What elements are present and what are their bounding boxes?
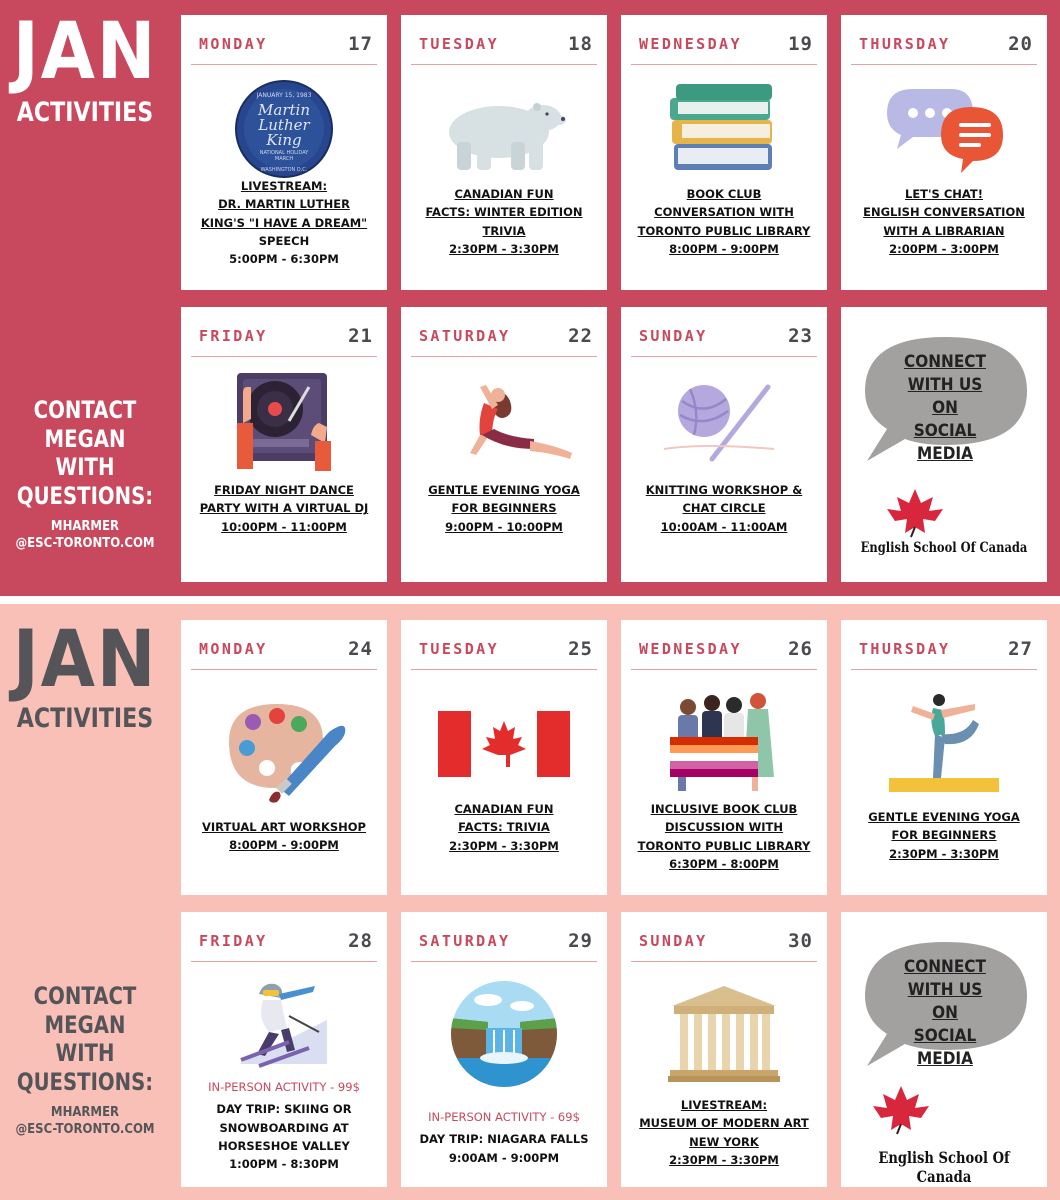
canada-flag-icon [401, 704, 607, 784]
day-label: WEDNESDAY [639, 35, 742, 53]
event-details [847, 185, 1041, 258]
mlk-button-icon [181, 71, 387, 187]
event-title-line: FOR BEGINNERS [891, 828, 997, 843]
date-number: 21 [348, 325, 373, 347]
contact-email[interactable] [9, 1104, 162, 1138]
date-number: 23 [788, 325, 813, 347]
in-person-badge: IN-PERSON ACTIVITY - 99$ [208, 1080, 360, 1094]
event-time: 5:00PM - 6:30PM [229, 252, 339, 267]
event-details [407, 185, 601, 258]
event-title-line: TORONTO PUBLIC LIBRARY [637, 838, 811, 853]
skier-icon [181, 972, 387, 1072]
contact-line: QUESTIONS: [16, 481, 154, 510]
event-title-line: MUSEUM OF MODERN ART [639, 1116, 809, 1131]
social-media-card[interactable] [841, 307, 1047, 582]
event-time: 8:00PM - 9:00PM [229, 838, 339, 853]
event-title-line: DR. MARTIN LUTHER [218, 197, 350, 212]
event-title-line: ENGLISH CONVERSATION [863, 205, 1025, 220]
event-title-line: DAY TRIP: NIAGARA FALLS [419, 1132, 589, 1147]
event-details [627, 185, 821, 258]
event-time: 2:30PM - 3:30PM [449, 838, 559, 853]
event-title-line: HORSESHOE VALLEY [218, 1138, 350, 1153]
event-title-line: KING'S "I HAVE A DREAM" [200, 215, 368, 230]
day-label: SATURDAY [419, 327, 511, 345]
social-callout [900, 956, 990, 1071]
badge-name-text: King [266, 131, 302, 149]
event-title-line: NEW YORK [689, 1134, 759, 1149]
book-stack-icon [621, 77, 827, 183]
event-title-line: FACTS: WINTER EDITION [425, 205, 583, 220]
email-user: MHARMER [50, 1105, 120, 1120]
event-title-line: GENTLE EVENING YOGA [868, 810, 1020, 824]
event-card-monday-17[interactable] [181, 15, 387, 290]
event-card-saturday-29[interactable] [401, 912, 607, 1187]
event-time: 2:30PM - 3:30PM [889, 846, 999, 861]
card-header [191, 928, 377, 962]
contact-line: MEGAN [44, 1010, 126, 1039]
month-title: JAN [12, 7, 158, 97]
event-card-saturday-22[interactable] [401, 307, 607, 582]
day-label: FRIDAY [199, 327, 268, 345]
event-title-line: GENTLE EVENING YOGA [428, 483, 580, 497]
social-callout-line: ON SOCIAL [913, 398, 977, 441]
event-card-thursday-20[interactable] [841, 15, 1047, 290]
email-domain: @ESC-TORONTO.COM [15, 1122, 155, 1137]
contact-line: QUESTIONS: [16, 1067, 154, 1096]
week1-section [0, 0, 1060, 596]
date-number: 29 [568, 930, 593, 952]
card-header [411, 928, 597, 962]
social-callout-line: CONNECT [904, 957, 986, 977]
card-header [851, 31, 1037, 65]
social-media-card[interactable] [841, 912, 1047, 1187]
event-time: 2:00PM - 3:00PM [889, 241, 999, 256]
event-title-line: PARTY WITH A VIRTUAL DJ [199, 501, 369, 516]
event-details [187, 177, 381, 268]
day-label: FRIDAY [199, 932, 268, 950]
contact-line: MEGAN [44, 424, 126, 453]
activities-subtitle: ACTIVITIES [16, 703, 154, 734]
event-title-line: TRIVIA [482, 223, 526, 238]
date-number: 27 [1008, 638, 1033, 660]
day-label: TUESDAY [419, 35, 500, 53]
group-with-flag-icon [621, 684, 827, 794]
event-time: 2:30PM - 3:30PM [449, 241, 559, 256]
event-time: 10:00AM - 11:00AM [660, 519, 788, 534]
chat-bubbles-icon [841, 77, 1047, 183]
card-header [631, 323, 817, 357]
date-number: 28 [348, 930, 373, 952]
event-card-wednesday-19[interactable] [621, 15, 827, 290]
social-callout-line: CONNECT [904, 352, 986, 372]
card-header [631, 928, 817, 962]
event-title-line: DAY TRIP: SKIING OR [216, 1102, 352, 1117]
badge-caption-text: WASHINGTON D.C. [260, 167, 308, 173]
event-title-line: LET'S CHAT! [905, 187, 983, 201]
in-person-badge: IN-PERSON ACTIVITY - 69$ [428, 1110, 580, 1124]
event-title-line: CHAT CIRCLE [682, 501, 766, 516]
card-header [191, 31, 377, 65]
event-time: 1:00PM - 8:30PM [229, 1157, 339, 1172]
event-card-wednesday-26[interactable] [621, 620, 827, 895]
maple-leaf-logo-icon [881, 487, 951, 539]
event-title-line: LIVESTREAM: [240, 179, 328, 193]
event-title-line: LIVESTREAM: [680, 1098, 768, 1112]
event-title-line: FOR BEGINNERS [451, 501, 557, 516]
day-label: TUESDAY [419, 640, 500, 658]
event-title-line: BOOK CLUB [686, 187, 762, 201]
event-time: 10:00PM - 11:00PM [221, 519, 347, 534]
contact-line: WITH [55, 1039, 115, 1067]
badge-caption-text: NATIONAL HOLIDAY [259, 150, 309, 156]
day-label: MONDAY [199, 640, 268, 658]
day-label: SUNDAY [639, 932, 708, 950]
day-label: WEDNESDAY [639, 640, 742, 658]
waterfall-icon [401, 976, 607, 1092]
event-title-line: CANADIAN FUN [454, 802, 554, 816]
event-card-friday-21[interactable] [181, 307, 387, 582]
date-number: 22 [568, 325, 593, 347]
event-title-line: FRIDAY NIGHT DANCE [214, 483, 354, 497]
card-header [191, 323, 377, 357]
event-title-line: DISCUSSION WITH [664, 820, 784, 835]
event-card-sunday-23[interactable] [621, 307, 827, 582]
badge-date-text: JANUARY 15, 1983 [256, 92, 312, 99]
yoga-cobra-icon [401, 373, 607, 469]
event-details [187, 1078, 381, 1173]
event-details [627, 481, 821, 536]
date-number: 19 [788, 33, 813, 55]
day-label: MONDAY [199, 35, 268, 53]
social-callout-line: WITH US [907, 375, 983, 395]
event-title-line: SNOWBOARDING AT [219, 1120, 349, 1135]
activities-subtitle: ACTIVITIES [16, 97, 154, 128]
school-logo-text: English School Of Canada [860, 540, 1028, 556]
museum-building-icon [621, 980, 827, 1088]
day-label: THURSDAY [859, 35, 951, 53]
week2-contact [0, 982, 170, 1138]
event-title-line: TORONTO PUBLIC LIBRARY [637, 223, 811, 238]
contact-line: WITH [55, 453, 115, 481]
date-number: 24 [348, 638, 373, 660]
event-time: 8:00PM - 9:00PM [669, 241, 779, 256]
day-label: SUNDAY [639, 327, 708, 345]
day-label: THURSDAY [859, 640, 951, 658]
card-header [411, 31, 597, 65]
social-callout-line: WITH US [907, 980, 983, 1000]
date-number: 17 [348, 33, 373, 55]
event-details [407, 800, 601, 855]
event-card-monday-24[interactable] [181, 620, 387, 895]
event-time: 2:30PM - 3:30PM [669, 1152, 779, 1167]
week2-section [0, 604, 1060, 1200]
social-callout [900, 351, 990, 466]
event-title-line: FACTS: TRIVIA [458, 820, 550, 835]
turntable-icon [181, 365, 387, 477]
contact-email[interactable] [9, 518, 162, 552]
week1-header [0, 7, 170, 128]
event-card-friday-28[interactable] [181, 912, 387, 1187]
contact-line: CONTACT [33, 396, 137, 424]
event-details [627, 800, 821, 873]
event-card-tuesday-25[interactable] [401, 620, 607, 895]
event-details [627, 1096, 821, 1169]
school-logo-text: English School Of Canada [878, 1148, 1010, 1186]
day-label: SATURDAY [419, 932, 511, 950]
email-domain: @ESC-TORONTO.COM [15, 536, 155, 551]
month-title: JAN [12, 615, 158, 705]
event-title-line: CONVERSATION WITH [654, 205, 794, 220]
yarn-ball-icon [621, 373, 827, 471]
contact-line: CONTACT [33, 982, 137, 1010]
card-header [411, 636, 597, 670]
date-number: 30 [788, 930, 813, 952]
event-card-tuesday-18[interactable] [401, 15, 607, 290]
date-number: 18 [568, 33, 593, 55]
event-title-line: KNITTING WORKSHOP & [645, 483, 803, 497]
date-number: 25 [568, 638, 593, 660]
email-user: MHARMER [50, 519, 120, 534]
date-number: 20 [1008, 33, 1033, 55]
date-number: 26 [788, 638, 813, 660]
event-time: 9:00PM - 10:00PM [445, 519, 563, 534]
social-callout-line: ON SOCIAL [913, 1003, 977, 1046]
badge-caption-text: MARCH [274, 156, 294, 162]
paint-palette-icon [181, 692, 387, 810]
event-details [407, 481, 601, 536]
card-header [631, 636, 817, 670]
card-header [851, 636, 1037, 670]
maple-leaf-logo-icon [867, 1084, 937, 1136]
event-card-sunday-30[interactable] [621, 912, 827, 1187]
event-title-line: SPEECH [258, 233, 310, 248]
card-header [191, 636, 377, 670]
event-card-thursday-27[interactable] [841, 620, 1047, 895]
event-details [187, 481, 381, 536]
event-details [847, 808, 1041, 863]
event-details [407, 1108, 601, 1167]
section-divider [0, 596, 1060, 604]
event-time: 6:30PM - 8:00PM [669, 856, 779, 871]
event-title-line: INCLUSIVE BOOK CLUB [650, 802, 798, 816]
card-header [631, 31, 817, 65]
social-callout-line: MEDIA [917, 444, 973, 464]
polar-bear-icon [401, 79, 607, 179]
event-time: 9:00AM - 9:00PM [448, 1150, 560, 1165]
badge-name-text: Martin [258, 101, 310, 119]
week1-contact [0, 396, 170, 552]
event-title-line: CANADIAN FUN [454, 187, 554, 201]
badge-name-text: Luther [258, 116, 310, 134]
event-title-line: VIRTUAL ART WORKSHOP [201, 820, 366, 834]
week2-header [0, 615, 170, 734]
event-details [187, 818, 381, 855]
yoga-dancer-pose-icon [841, 684, 1047, 798]
event-title-line: WITH A LIBRARIAN [883, 223, 1005, 238]
card-header [411, 323, 597, 357]
social-callout-line: MEDIA [917, 1049, 973, 1069]
